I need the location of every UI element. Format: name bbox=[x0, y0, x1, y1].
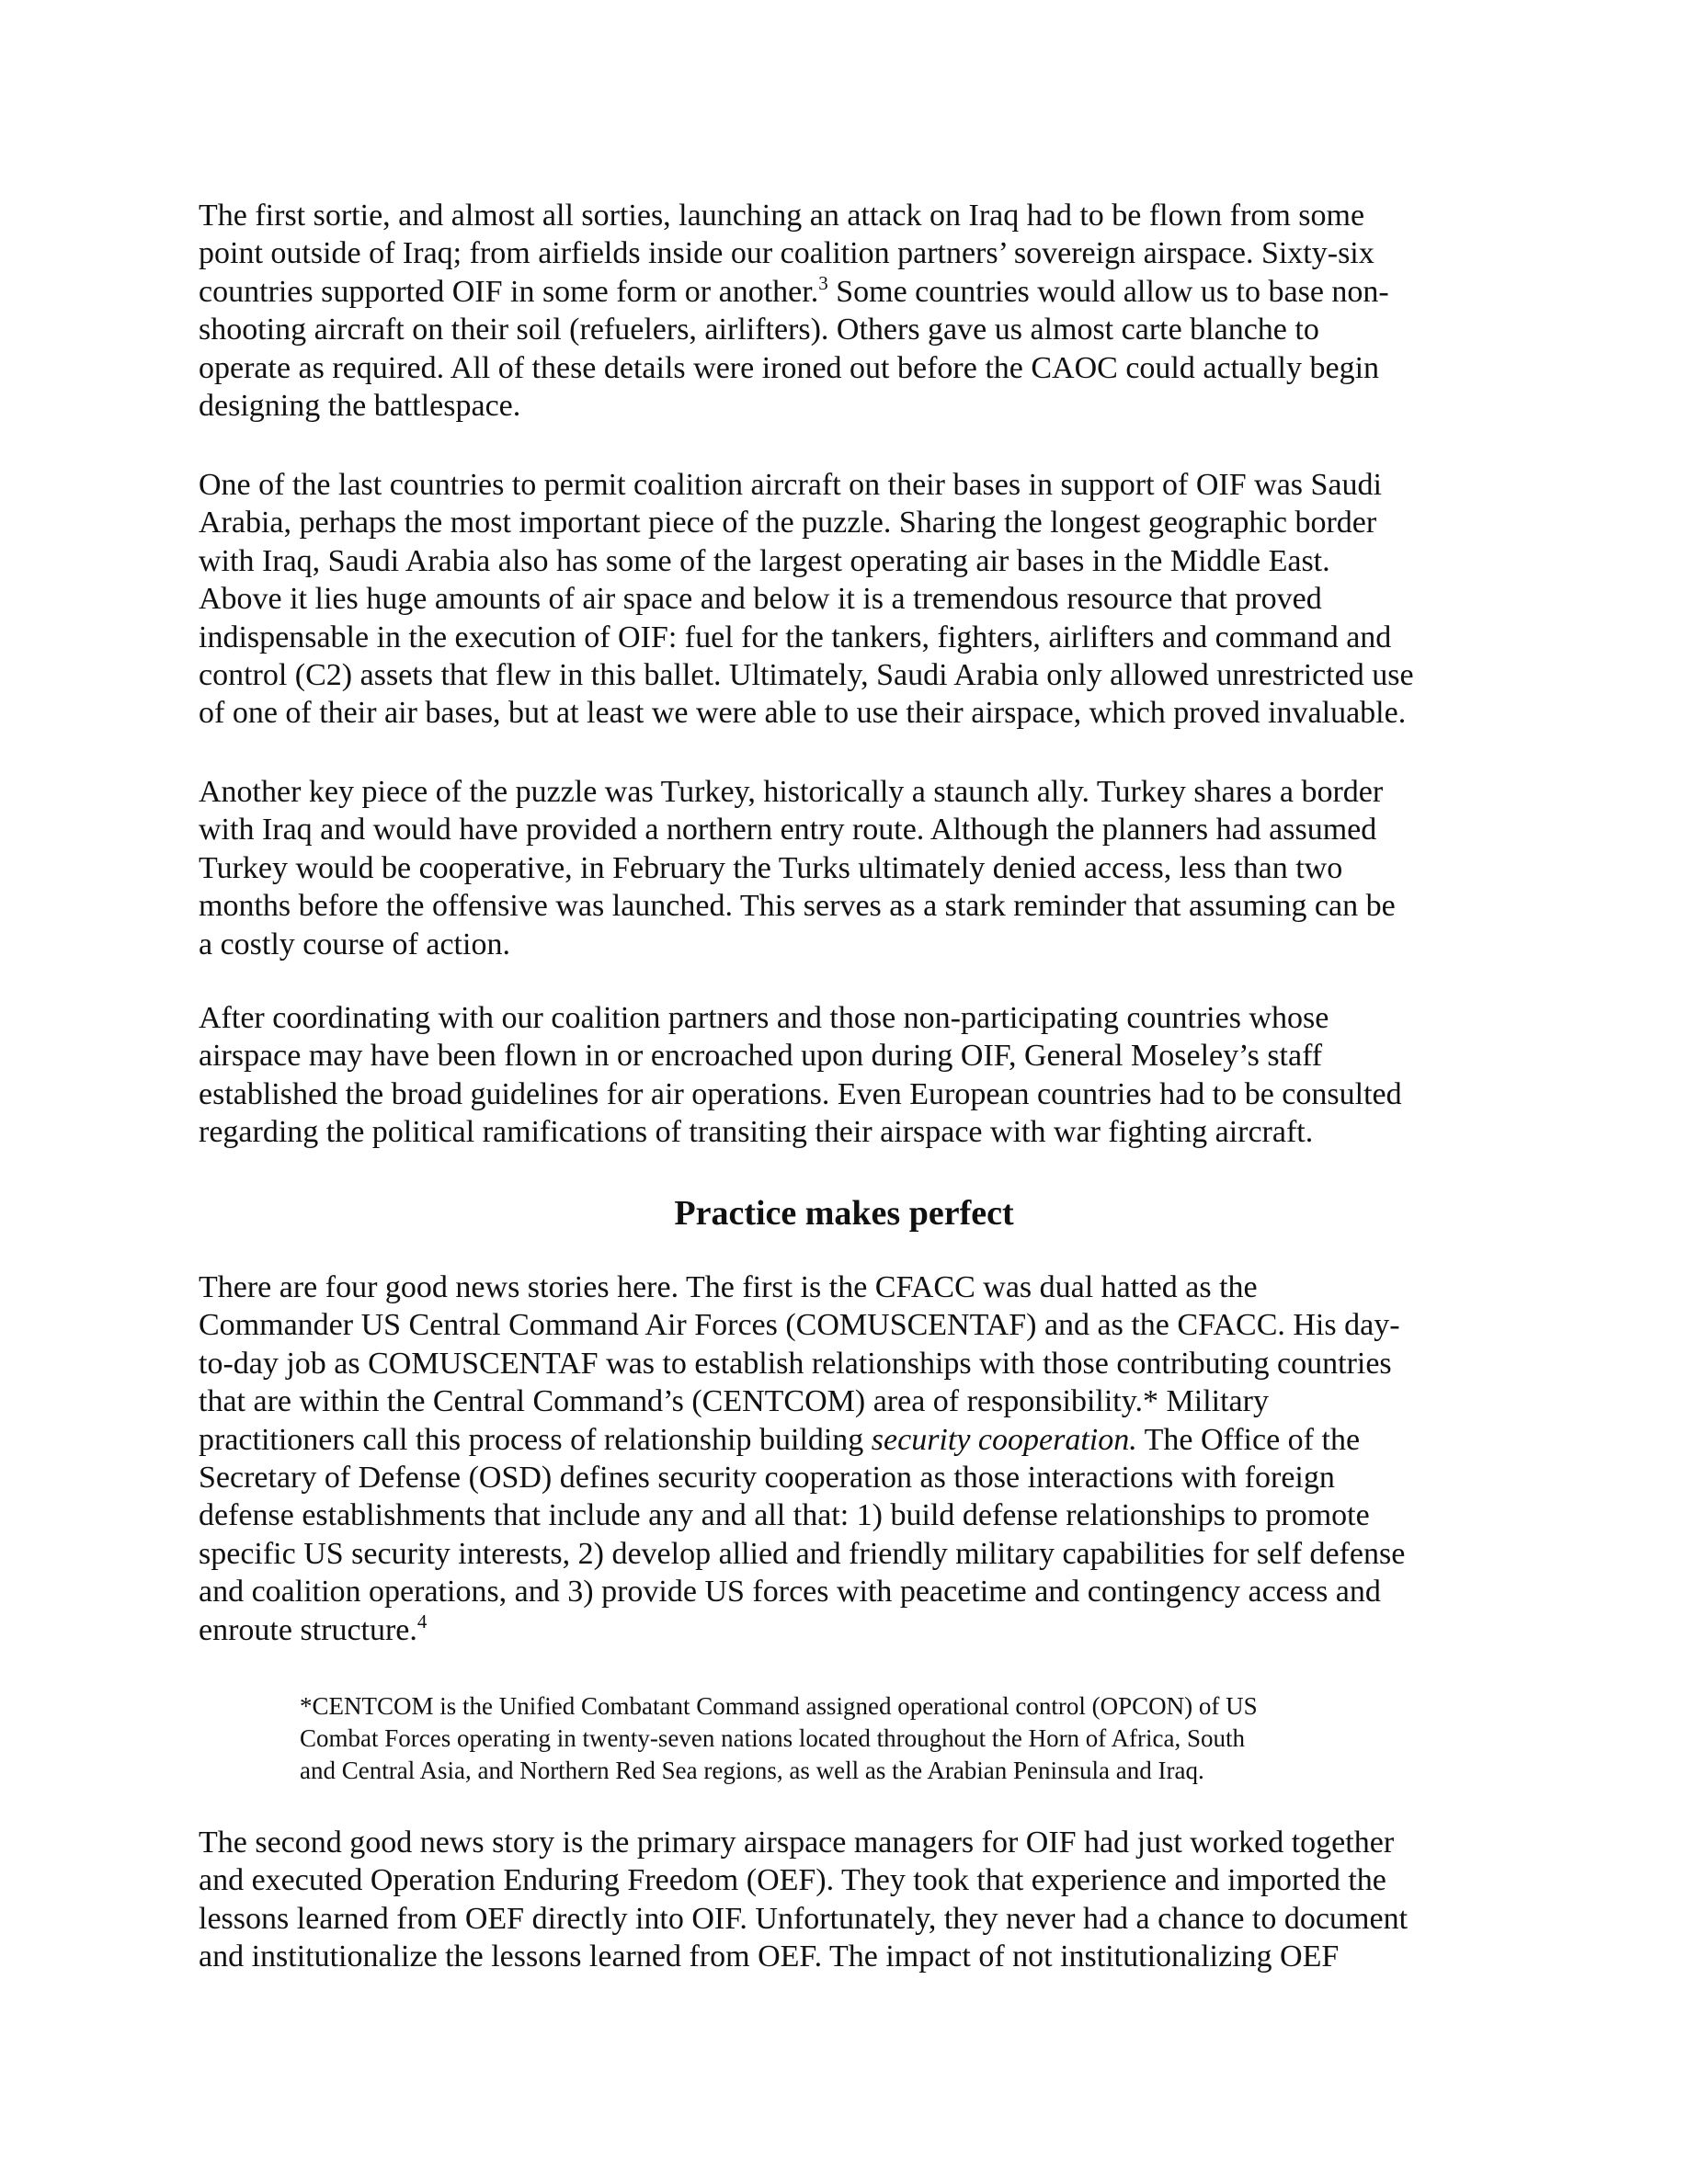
footnote-ref-4: 4 bbox=[416, 1610, 428, 1632]
text-line: defense establishments that include any and all that: 1) build defense relationships to promote bbox=[199, 1498, 1370, 1533]
text-line: Turkey would be cooperative, in February the Turks ultimately denied access, less than two bbox=[199, 850, 1343, 885]
paragraph-coordination bbox=[199, 999, 1504, 1152]
text-line: that are within the Central Command’s (CENTCOM) area of responsibility.* Military bbox=[199, 1384, 1269, 1419]
centcom-footnote bbox=[300, 1690, 1403, 1787]
text-line: countries supported OIF in some form or another.$^3$ Some countries would allow us to base non- bbox=[199, 271, 1389, 309]
text-line: to-day job as COMUSCENTAF was to establish relationships with those contributing countries bbox=[199, 1346, 1392, 1381]
text-line: practitioners call this process of relationship building security cooperation. The Office of the bbox=[199, 1422, 1361, 1457]
text-line: airspace may have been flown in or encroached upon during OIF, General Moseley’s staff bbox=[199, 1039, 1323, 1074]
text-line: Above it lies huge amounts of air space and below it is a tremendous resource that proved bbox=[199, 582, 1322, 617]
paragraph-turkey bbox=[199, 773, 1504, 963]
text-line: One of the last countries to permit coalition aircraft on their bases in support of OIF was Saudi bbox=[199, 468, 1382, 502]
text-line: Another key piece of the puzzle was Turkey, historically a staunch ally. Turkey shares a border bbox=[199, 775, 1384, 809]
text-line: There are four good news stories here. The first is the CFACC was dual hatted as the bbox=[199, 1270, 1258, 1304]
text-line: specific US security interests, 2) develop allied and friendly military capabilities for self defense bbox=[199, 1536, 1406, 1571]
section-heading: Practice makes perfect bbox=[674, 1194, 1014, 1233]
text-line: enroute structure.$^4$ bbox=[199, 1610, 428, 1647]
text-line: Commander US Central Command Air Forces (COMUSCENTAF) and as the CFACC. His day- bbox=[199, 1308, 1400, 1343]
footnote-line: and Central Asia, and Northern Red Sea regions, as well as the Arabian Peninsula and Iraq. bbox=[300, 1757, 1204, 1784]
paragraph-saudi-arabia bbox=[199, 466, 1504, 733]
text-line: indispensable in the execution of OIF: fuel for the tankers, fighters, airlifters and command and bbox=[199, 620, 1392, 654]
text-line: of one of their air bases, but at least we were able to use their airspace, which proved invaluable. bbox=[199, 696, 1407, 731]
text-line: shooting aircraft on their soil (refuelers, airlifters). Others gave us almost carte blanche to bbox=[199, 313, 1319, 347]
text-line: The first sortie, and almost all sorties, launching an attack on Iraq had to be flown from some bbox=[199, 199, 1365, 233]
footnote-line: *CENTCOM is the Unified Combatant Command assigned operational control (OPCON) of US bbox=[300, 1692, 1258, 1720]
text-line: months before the offensive was launched. This serves as a stark reminder that assuming can be bbox=[199, 889, 1396, 924]
text-line: a costly course of action. bbox=[199, 927, 510, 961]
text-line: designing the battlespace. bbox=[199, 388, 521, 423]
text-line: lessons learned from OEF directly into OIF. Unfortunately, they never had a chance to document bbox=[199, 1901, 1409, 1936]
paragraph-good-news bbox=[199, 1268, 1504, 1649]
text-line: Arabia, perhaps the most important piece of the puzzle. Sharing the longest geographic border bbox=[199, 506, 1377, 540]
text-line: and institutionalize the lessons learned from OEF. The impact of not institutionalizing OEF bbox=[199, 1939, 1340, 1974]
text-line: After coordinating with our coalition partners and those non-participating countries whose bbox=[199, 1001, 1329, 1035]
paragraph-second-good-news bbox=[199, 1824, 1504, 1976]
text-line: with Iraq, Saudi Arabia also has some of the largest operating air bases in the Middle East. bbox=[199, 543, 1330, 578]
footnote-line: Combat Forces operating in twenty-seven nations located throughout the Horn of Africa, South bbox=[300, 1724, 1246, 1752]
text-line: The second good news story is the primary airspace managers for OIF had just worked together bbox=[199, 1826, 1395, 1860]
text-line: control (C2) assets that flew in this ballet. Ultimately, Saudi Arabia only allowed unrestricted use bbox=[199, 657, 1414, 692]
text-line: and coalition operations, and 3) provide US forces with peacetime and contingency access and bbox=[199, 1575, 1381, 1610]
footnote-ref-3: 3 bbox=[818, 271, 828, 294]
text-line: and executed Operation Enduring Freedom (OEF). They took that experience and imported the bbox=[199, 1863, 1386, 1898]
text-line: operate as required. All of these details were ironed out before the CAOC could actually begin bbox=[199, 350, 1380, 385]
text-line: with Iraq and would have provided a northern entry route. Although the planners had assumed bbox=[199, 813, 1377, 847]
text-line: established the broad guidelines for air operations. Even European countries had to be consulted bbox=[199, 1076, 1402, 1111]
text-line: Secretary of Defense (OSD) defines security cooperation as those interactions with foreign bbox=[199, 1460, 1335, 1495]
text-line: point outside of Iraq; from airfields inside our coalition partners’ sovereign airspace. Sixty-six bbox=[199, 236, 1374, 271]
paragraph-airfields bbox=[199, 197, 1504, 425]
italic-term: security cooperation. bbox=[871, 1422, 1137, 1457]
text-line: regarding the political ramifications of transiting their airspace with war fighting aircraft. bbox=[199, 1115, 1314, 1150]
